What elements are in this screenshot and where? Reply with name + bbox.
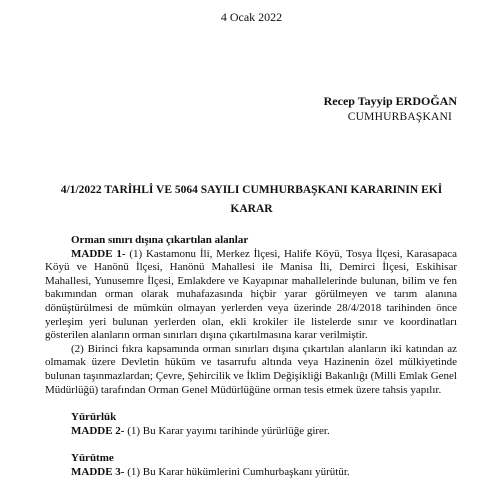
article-1-text-2: (2) Birinci fıkra kapsamında orman sınırları dışına çıkartılan alanların iki katından az olmamak üzere Devletin hüküm ve tasarrufu altında veya Hazinenin özel mülkiyetinde bulunan taşınmazlardan; Çevre, Şehircilik ve İklim Değişikliği Bakanlığı (Milli Emlak Genel Müdürlüğü) tarafından Orman Genel Müdürlüğüne orman tesis etmek üzere tahsis yapılır. xyxy=(45,342,457,396)
section-heading-effect: Yürürlük xyxy=(71,411,117,424)
section-heading-execution: Yürütme xyxy=(71,452,114,465)
decision-title-line1: 4/1/2022 TARİHLİ VE 5064 SAYILI CUMHURBAŞKANI KARARININ EKİ xyxy=(60,184,443,196)
section-spacer xyxy=(45,438,457,452)
signer-title: CUMHURBAŞKANI xyxy=(347,111,452,123)
article-1-label: MADDE 1- xyxy=(71,247,126,260)
article-1-paragraph-2 xyxy=(45,343,457,397)
signer-name: Recep Tayyip ERDOĞAN xyxy=(323,94,457,108)
article-3-text-1: (1) Bu Karar hükümlerini Cumhurbaşkanı yürütür. xyxy=(127,465,350,478)
document-date: 4 Ocak 2022 xyxy=(220,10,283,24)
article-1-text-1: (1) Kastamonu İli, Merkez İlçesi, Halife Köyü, Tosya İlçesi, Karasapaca Köyü ve Hanönü İlçesi, Hanönü Mahallesi ile Manisa İli, Demirci İlçesi, Eskihisar Mahallesi, Yunusemre İlçesi, Emlakdere ve Kayapınar mahallelerinde bulunan, bilim ve fen bakımından orman olarak muhafazasında hiçbir yarar görülmeyen ve tarım alanına dönüştürülmesi de mümkün olmayan yerlerden veya üzerinde 28/4/2018 tarihinden önce yerleşim yeri bulunan yerlerden olan, ekli krokiler ile listelerde sınır ve koordinatları gösterilen alanların orman sınırları dışına çıkartılmasına karar verilmiştir. xyxy=(45,247,457,342)
decision-body xyxy=(45,234,457,480)
article-2-text-1: (1) Bu Karar yayımı tarihinde yürürlüğe girer. xyxy=(127,424,330,437)
section-heading-forest-boundary: Orman sınırı dışına çıkartılan alanlar xyxy=(71,234,249,246)
decision-title xyxy=(0,181,503,219)
decision-title-line2: KARAR xyxy=(230,203,273,215)
article-2-paragraph-1 xyxy=(45,425,457,439)
section-spacer xyxy=(45,397,457,411)
article-2-label: MADDE 2- xyxy=(71,424,125,437)
article-3-label: MADDE 3- xyxy=(71,465,125,478)
article-3-paragraph-1 xyxy=(45,466,457,480)
article-1-paragraph-1 xyxy=(45,248,457,343)
